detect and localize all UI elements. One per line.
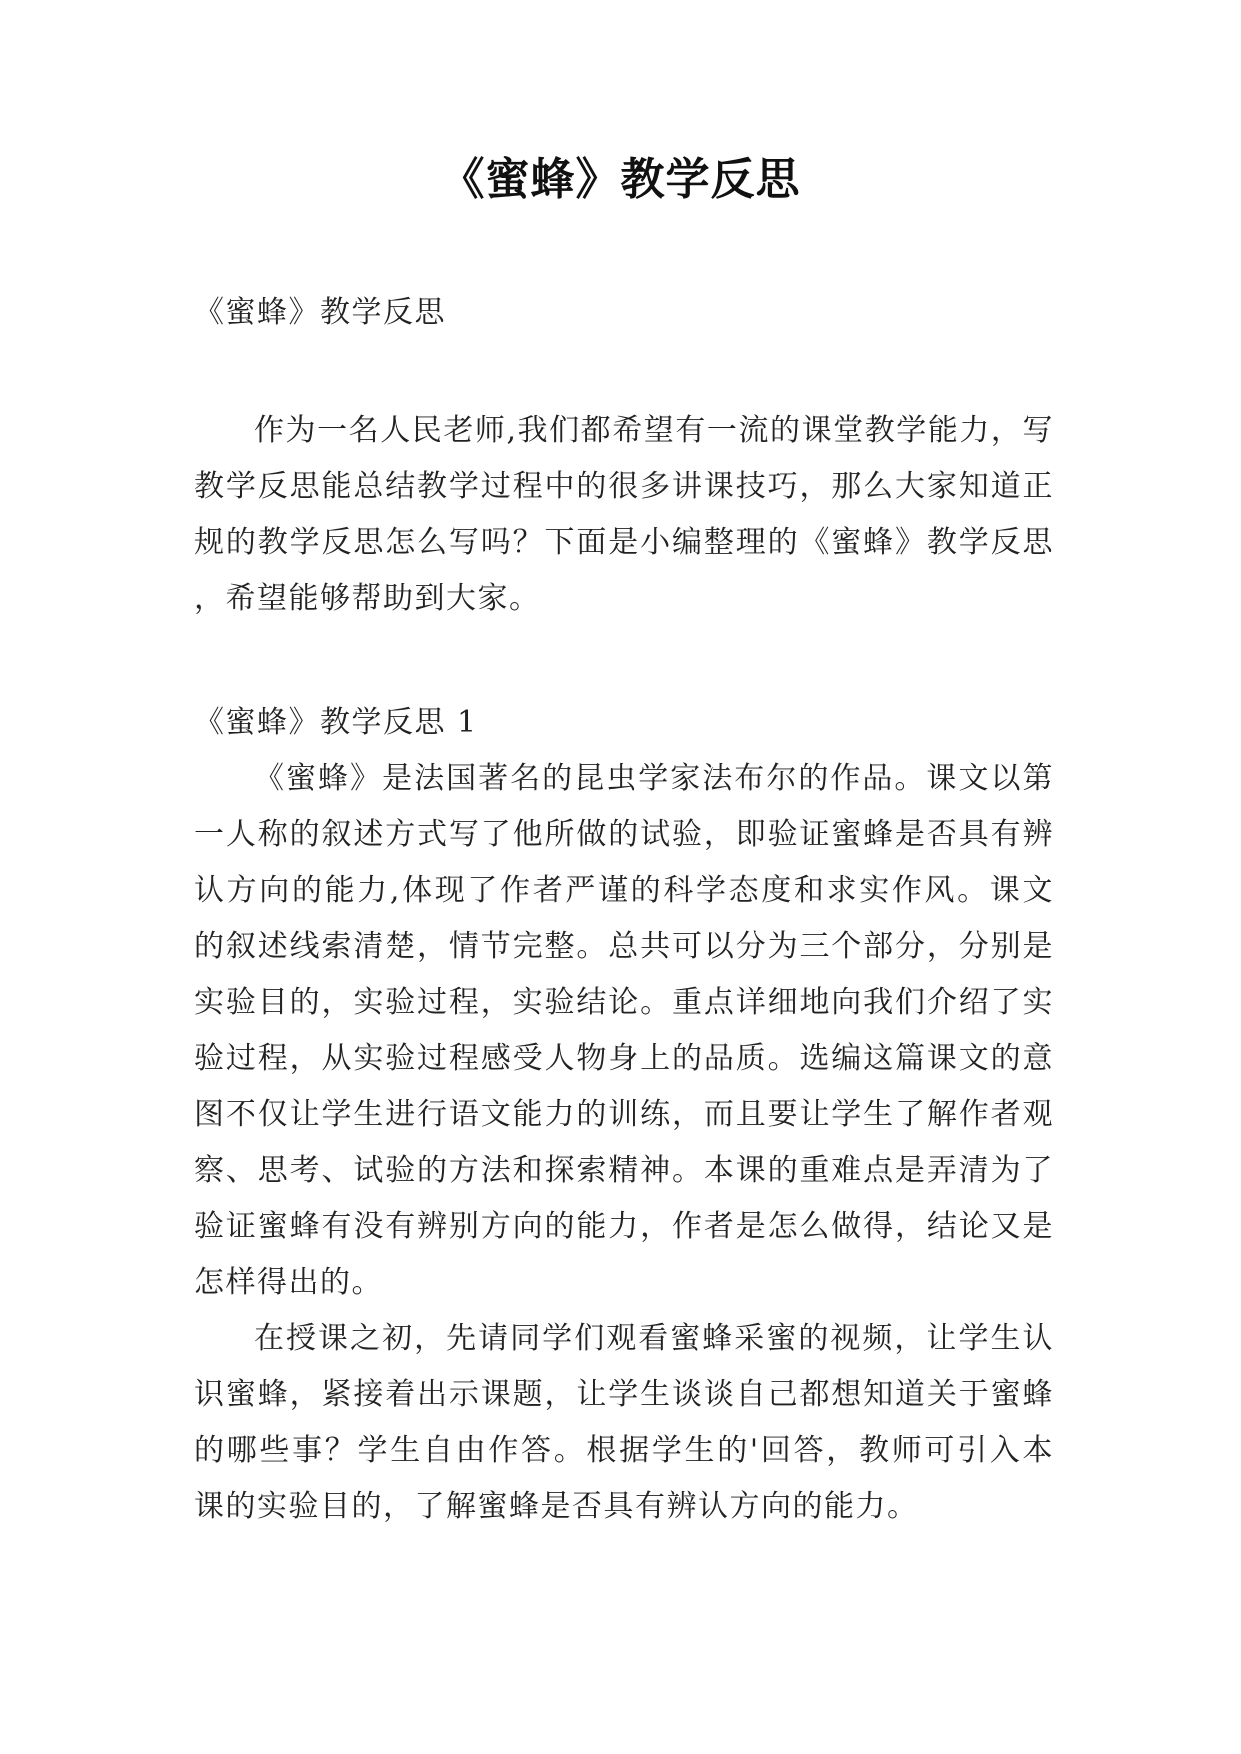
document-title: 《蜜蜂》教学反思 [440, 154, 801, 205]
section-1-body [194, 751, 1054, 1535]
intro-paragraph: 作为一名人民老师,我们都希望有一流的课堂教学能力，写教学反思能总结教学过程中的很多讲课技巧，那么大家知道正规的教学反思怎么写吗？下面是小编整理的《蜜蜂》教学反思 ，希望能够帮助到大家。 [194, 413, 1054, 616]
section-1-heading: 《蜜蜂》教学反思 1 [194, 705, 478, 740]
section-1-paragraph-1: 《蜜蜂》是法国著名的昆虫学家法布尔的作品。课文以第一人称的叙述方式写了他所做的试验，即验证蜜蜂是否具有辨认方向的能力,体现了作者严谨的科学态度和求实作风。课文的叙述线索清楚，情节完整。总共可以分为三个部分，分别是实验目的，实验过程，实验结论。重点详细地向我们介绍了实验过程，从实验过程感受人物身上的品质。选编这篇课文的意图不仅让学生进行语文能力的训练，而且要让学生了解作者观察、思考、试验的方法和探索精神。本课的重难点是弄清为了验证蜜蜂有没有辨别方向的能力，作者是怎么做得，结论又是怎样得出的。 [194, 761, 1054, 1300]
section-1-paragraph-2: 在授课之初，先请同学们观看蜜蜂采蜜的视频，让学生认识蜜蜂，紧接着出示课题，让学生谈谈自己都想知道关于蜜蜂的哪些事？学生自由作答。根据学生的'回答，教师可引入本课的实验目的，了解蜜蜂是否具有辨认方向的能力。 [194, 1321, 1054, 1524]
document-subtitle: 《蜜蜂》教学反思 [194, 295, 446, 330]
intro-block [194, 403, 1054, 627]
